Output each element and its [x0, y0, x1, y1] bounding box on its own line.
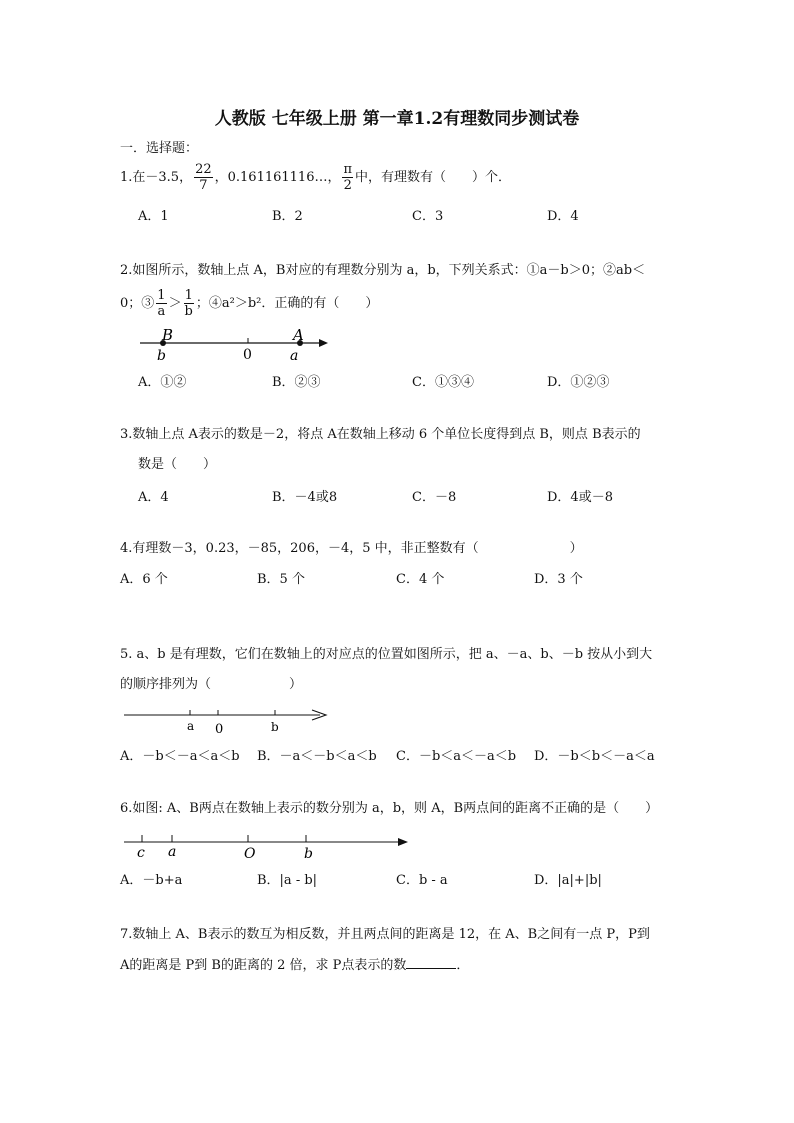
q7-line2-post: ． — [456, 958, 470, 973]
q2-line2-post: ；④a²＞b²．正确的有（ ） — [195, 296, 379, 311]
q5-option-a: A．－b＜－a＜a＜b — [120, 749, 240, 764]
q4-option-d: D．3 个 — [534, 572, 583, 587]
q3-option-d: D．4或－8 — [547, 490, 613, 505]
q1-post: 中，有理数有（ ）个． — [355, 170, 512, 185]
q1-mid: ，0.161161116…， — [214, 170, 341, 185]
q6-label-b: b — [304, 846, 313, 862]
section-heading: 一．选择题： — [120, 141, 199, 156]
q4-option-b: B．5 个 — [257, 572, 305, 587]
q3-option-b: B．－4或8 — [272, 490, 338, 505]
q5-label-a: a — [187, 719, 195, 733]
q6-line1: 6.如图: A、B两点在数轴上表示的数分别为 a，b，则 A，B两点间的距离不正确的是（ ） — [120, 801, 659, 816]
q2-option-b: B．②③ — [272, 375, 321, 390]
q5-line2: 的顺序排列为（ ） — [120, 677, 303, 692]
q6-option-b: B．|a - b| — [257, 873, 318, 888]
q1-pre: 1.在－3.5， — [120, 170, 193, 185]
q5-option-c: C．－b＜a＜－a＜b — [396, 749, 517, 764]
q2-label-upper-b: B — [162, 326, 174, 344]
q2-number-line — [135, 326, 355, 366]
q6-option-c: C．b - a — [396, 873, 448, 888]
q4-option-c: C．4 个 — [396, 572, 445, 587]
q6-option-a: A．－b+a — [120, 873, 183, 888]
q1-option-a: A．1 — [138, 209, 169, 224]
q2-label-zero: 0 — [243, 347, 252, 363]
q3-line2: 数是（ ） — [138, 457, 217, 472]
q7-line2-pre: A的距离是 P到 B的距离的 2 倍，求 P点表示的数 — [120, 958, 407, 973]
q6-option-d: D．|a|+|b| — [534, 873, 602, 888]
q6-label-a: a — [168, 844, 177, 860]
page-title: 人教版 七年级上册 第一章1.2有理数同步测试卷 — [214, 109, 580, 129]
q1-option-d: D．4 — [547, 209, 579, 224]
q5-label-zero: 0 — [215, 722, 224, 737]
q5-line1: 5. a、b 是有理数，它们在数轴上的对应点的位置如图所示，把 a、－a、b、－b 按从小到大 — [120, 647, 653, 662]
q6-label-c: c — [137, 845, 145, 861]
q2-option-d: D．①②③ — [547, 375, 610, 390]
q6-label-origin: O — [244, 846, 256, 862]
q2-option-c: C．①③④ — [412, 375, 474, 390]
q2-line1: 2.如图所示，数轴上点 A，B对应的有理数分别为 a，b，下列关系式：①a－b＞0；②ab＜ — [120, 263, 646, 278]
q5-label-b: b — [271, 720, 279, 734]
q7-line1: 7.数轴上 A、B表示的数互为相反数，并且两点间的距离是 12，在 A、B之间有一点 P，P到 — [120, 927, 650, 942]
q3-option-c: C．－8 — [412, 490, 457, 505]
q6-number-line — [120, 830, 420, 864]
q1-option-c: C．3 — [412, 209, 444, 224]
q3-line1: 3.数轴上点 A表示的数是－2，将点 A在数轴上移动 6 个单位长度得到点 B，则点 B表示的 — [120, 427, 641, 442]
q2-option-a: A．①② — [138, 375, 187, 390]
q5-option-d: D．－b＜b＜－a＜a — [534, 749, 655, 764]
q5-option-b: B．－a＜－b＜a＜b — [257, 749, 377, 764]
q2-label-upper-a: A — [293, 326, 304, 344]
q4-option-a: A．6 个 — [120, 572, 168, 587]
q2-line2-pre: 0；③ — [120, 296, 155, 311]
question-1 — [120, 162, 511, 193]
q2-label-lower-a: a — [290, 348, 299, 364]
q1-fraction-22-7: $\frac{22}{7}$ — [195, 162, 212, 193]
q1-fraction-pi-2: $\frac{\pi}{2}$ — [343, 162, 353, 193]
q2-fraction-1-a: $\frac{1}{a}$ — [157, 288, 166, 319]
question-2-line2 — [120, 288, 378, 319]
q2-label-lower-b: b — [157, 348, 166, 364]
question-7-line2 — [120, 956, 469, 975]
q3-option-a: A．4 — [138, 490, 169, 505]
q1-option-b: B．2 — [272, 209, 303, 224]
q7-answer-blank[interactable] — [406, 956, 456, 969]
q2-gt: ＞ — [168, 296, 182, 311]
q2-fraction-1-b: $\frac{1}{b}$ — [184, 288, 193, 319]
q4-line1: 4.有理数－3，0.23，－85，206，－4，5 中，非正整数有（ ） — [120, 541, 583, 556]
q5-number-line — [120, 704, 340, 738]
